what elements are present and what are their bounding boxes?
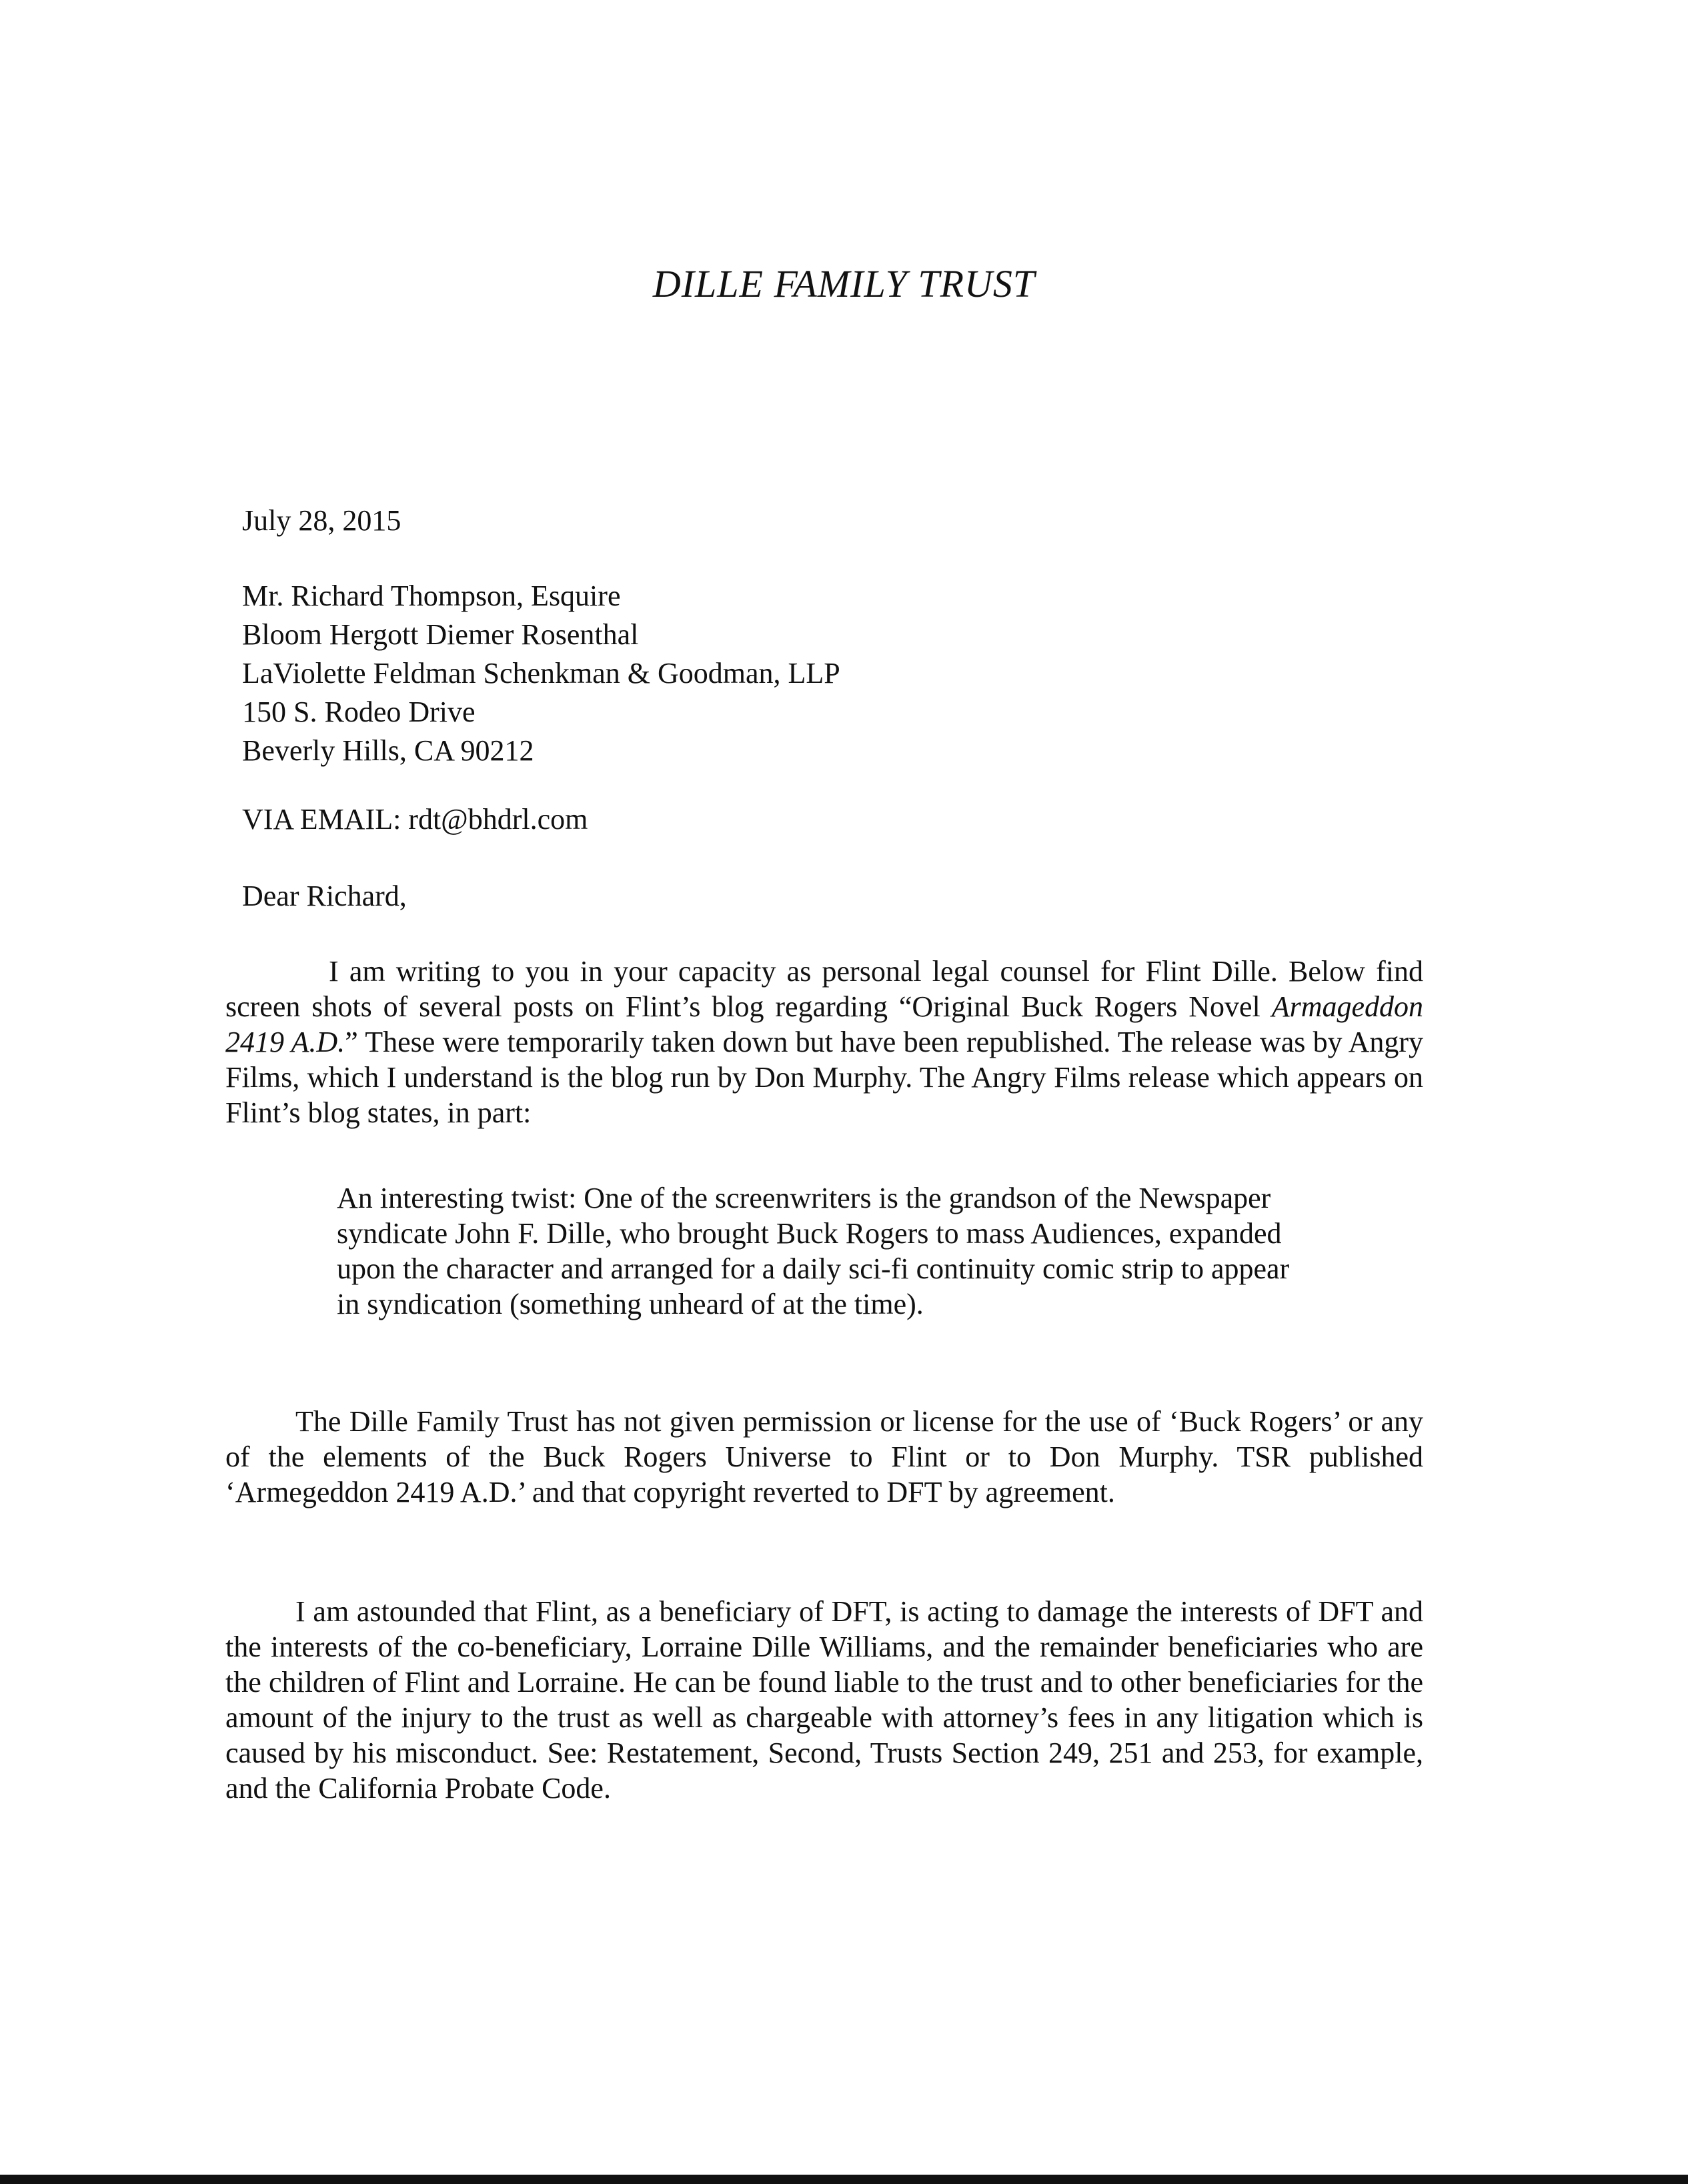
recipient-address xyxy=(242,577,840,770)
recipient-line: 150 S. Rodeo Drive xyxy=(242,696,476,728)
scan-bottom-edge xyxy=(0,2175,1688,2184)
salutation: Dear Richard, xyxy=(242,880,407,912)
via-email-line: VIA EMAIL: rdt@bhdrl.com xyxy=(242,803,588,836)
body-paragraph-2: The Dille Family Trust has not given permission or license for the use of ‘Buck Rogers’ or any of the elements of the Buck Rogers Universe to Flint or to Don Murphy. TSR published ‘Armegeddon 2419 A.D.’ and that copyright reverted to DFT by agreement. xyxy=(225,1405,1423,1508)
body-paragraph-3: I am astounded that Flint, as a beneficiary of DFT, is acting to damage the interests of DFT and the interests of the co-beneficiary, Lorraine Dille Williams, and the remainder beneficiaries who are the children of Flint and Lorraine. He can be found liable to the trust and to other beneficiaries for the amount of the injury to the trust as well as chargeable with attorney’s fees in any litigation which is caused by his misconduct. See: Restatement, Second, Trusts Section 249, 251 and 253, for example, and the California Probate Code. xyxy=(225,1595,1423,1805)
recipient-line: Mr. Richard Thompson, Esquire xyxy=(242,580,621,612)
novel-title: Armageddon 2419 A.D. xyxy=(225,990,1423,1058)
recipient-line: Bloom Hergott Diemer Rosenthal xyxy=(242,618,639,651)
recipient-line: Beverly Hills, CA 90212 xyxy=(242,734,534,767)
paragraph-1-text-end: ” These were temporarily taken down but have been republished. The release was by Angry Films, which I understand is the blog run by Don Murphy. The Angry Films release which appears on Flint’s blog states, in part: xyxy=(225,1026,1424,1129)
paragraph-1-text-start: I am writing to you in your capacity as personal legal counsel for Flint Dille. Below find screen shots of several posts on Flint’s blog regarding “Original Buck Rogers Novel xyxy=(225,955,1423,1023)
body-paragraph-1 xyxy=(225,954,1423,1130)
block-quote: An interesting twist: One of the screenwriters is the grandson of the Newspaper syndicate John F. Dille, who brought Buck Rogers to mass Audiences, expanded upon the character and arranged for a daily sci-fi continuity comic strip to appear in syndication (something unheard of at the time). xyxy=(337,1182,1290,1320)
letterhead-title: DILLE FAMILY TRUST xyxy=(652,262,1036,305)
letter-date: July 28, 2015 xyxy=(242,504,401,537)
recipient-line: LaViolette Feldman Schenkman & Goodman, LLP xyxy=(242,657,840,690)
